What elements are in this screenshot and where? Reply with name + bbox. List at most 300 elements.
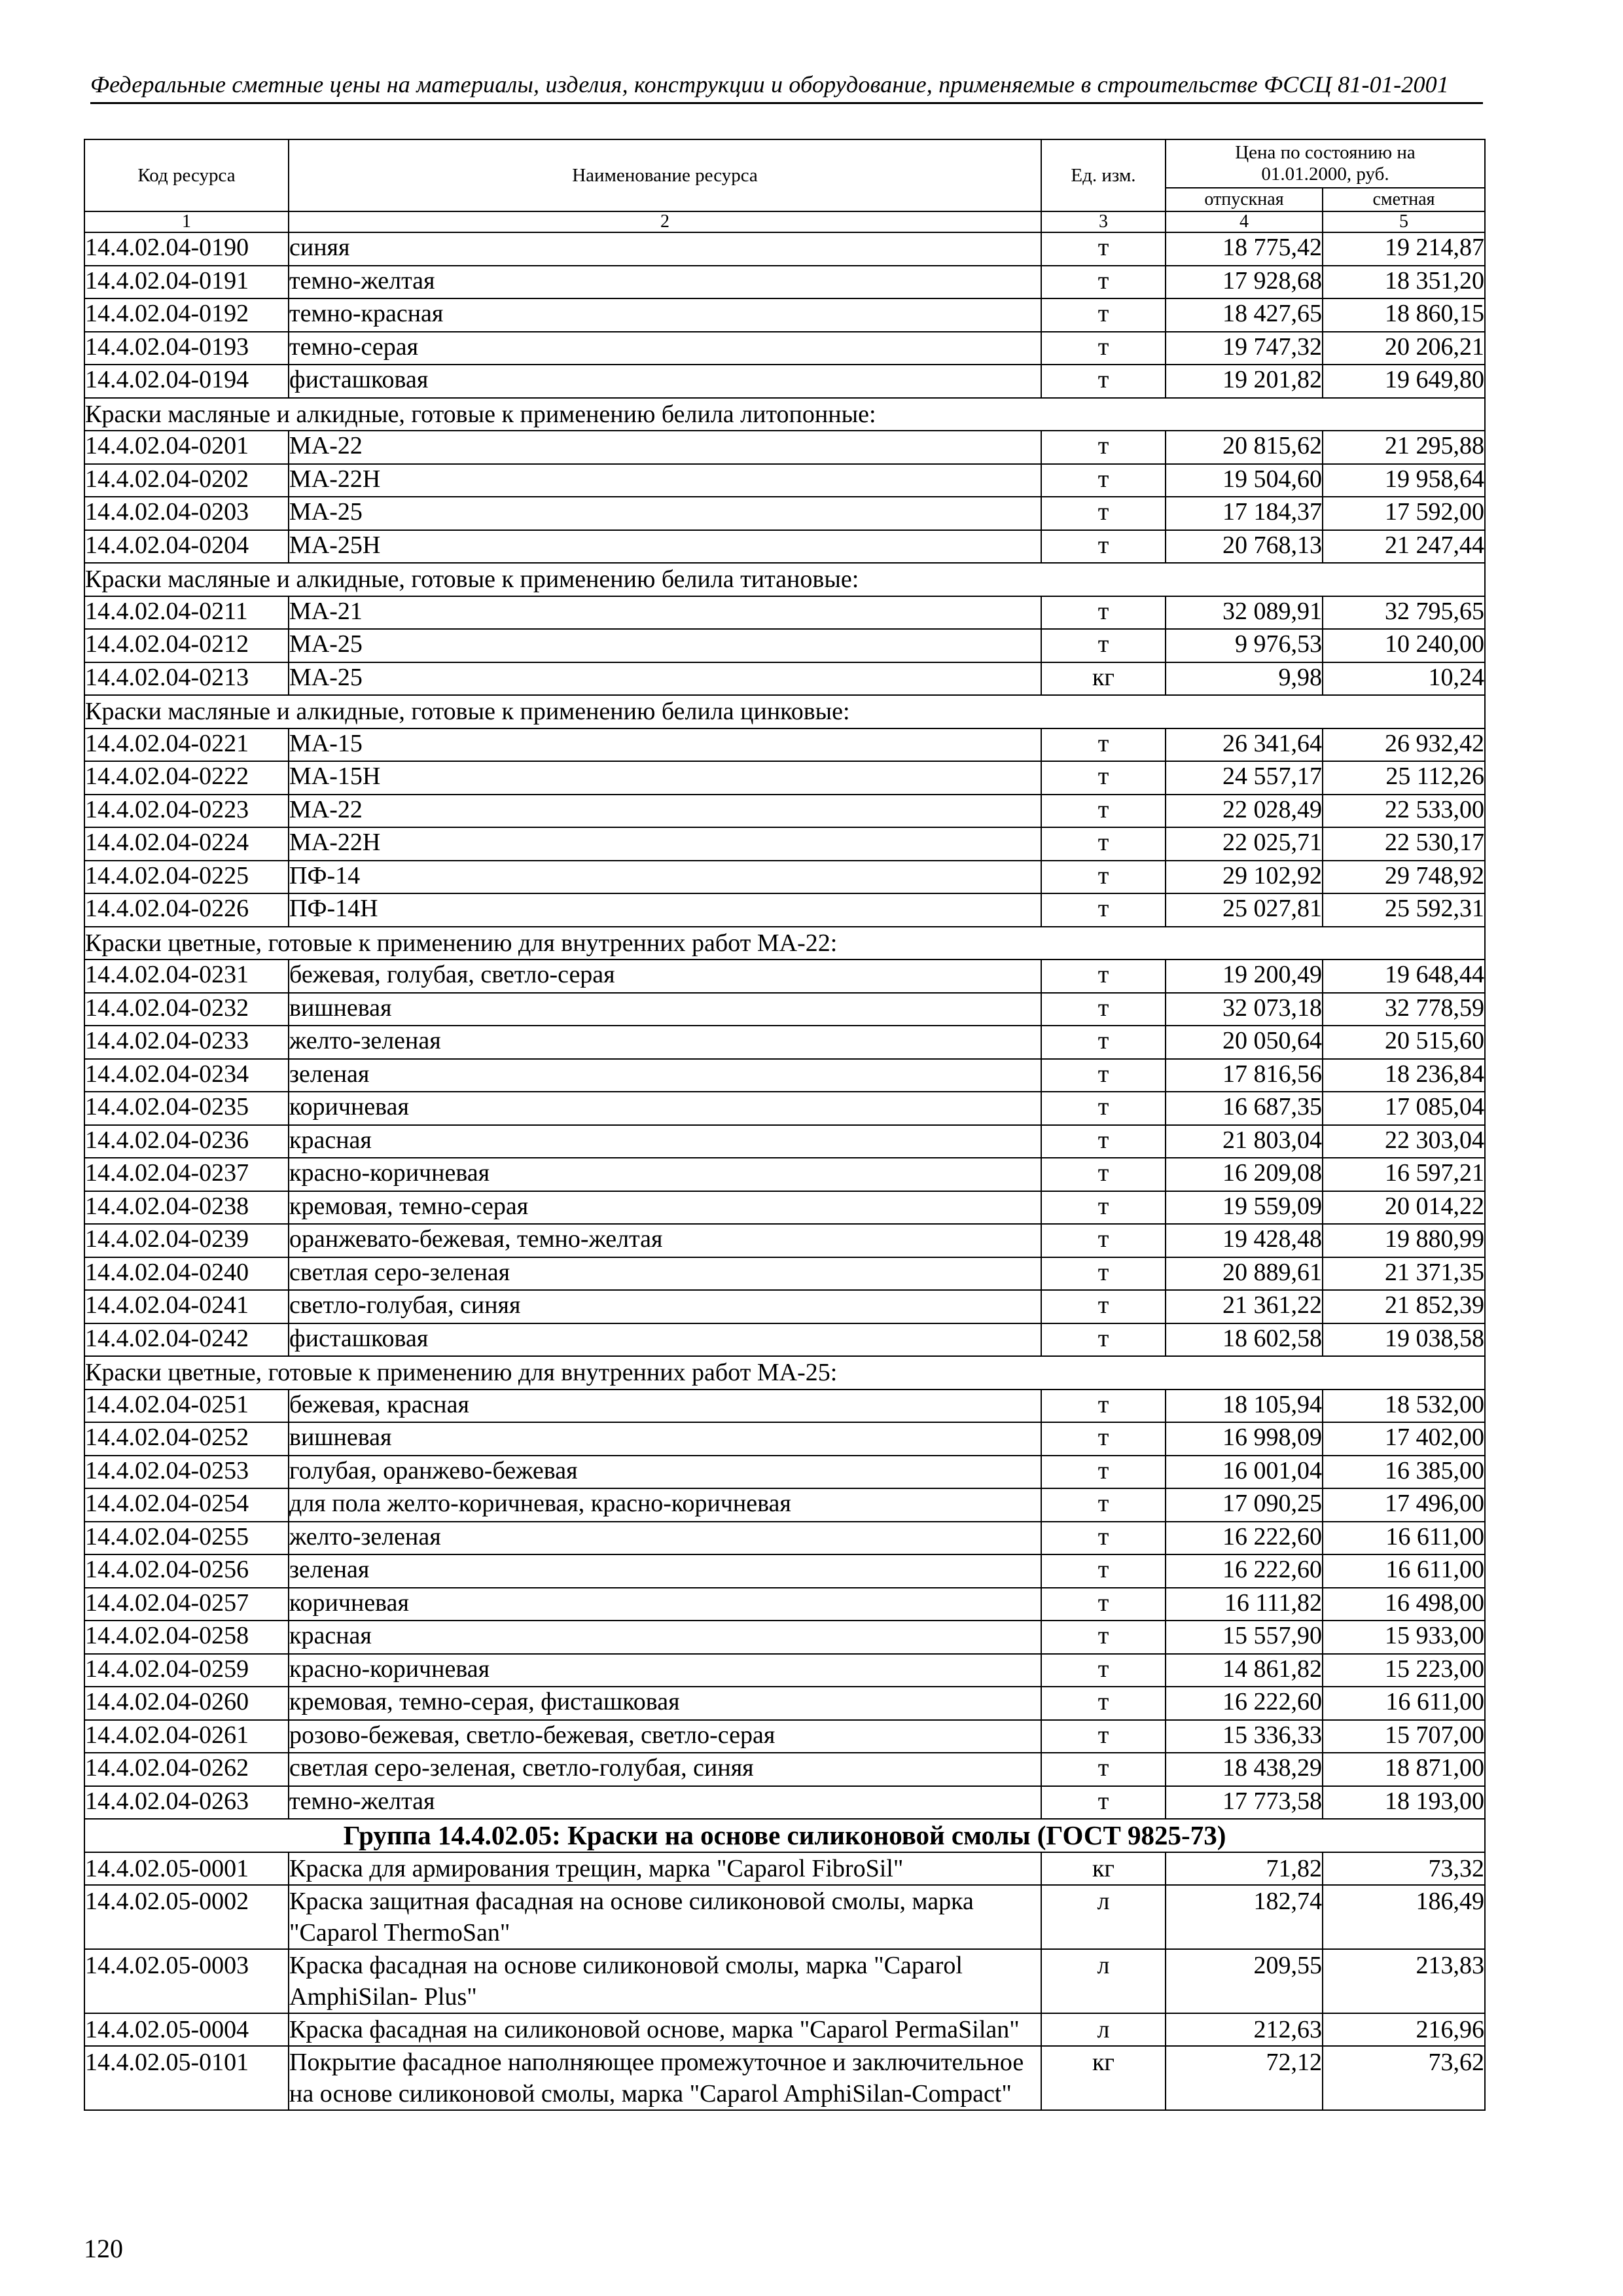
price-release: 17 773,58 (1166, 1786, 1323, 1820)
resource-name: МА-22 (289, 795, 1041, 828)
resource-code: 14.4.02.04-0212 (84, 629, 289, 662)
column-number: 4 (1166, 211, 1323, 232)
column-header-code: Код ресурса (84, 139, 289, 211)
resource-name: Краска фасадная на основе силиконовой смолы, марка "Caparol AmphiSilan- Plus" (289, 1949, 1041, 2013)
price-estimate: 20 206,21 (1323, 332, 1485, 365)
price-estimate: 32 795,65 (1323, 596, 1485, 630)
unit: т (1041, 1588, 1166, 1621)
unit: л (1041, 2013, 1166, 2046)
resource-name: кремовая, темно-серая, фисташковая (289, 1687, 1041, 1720)
price-estimate: 73,32 (1323, 1852, 1485, 1885)
column-number: 5 (1323, 211, 1485, 232)
table-row (84, 629, 1485, 662)
price-estimate: 16 611,00 (1323, 1687, 1485, 1720)
price-release: 16 222,60 (1166, 1522, 1323, 1555)
table-row (84, 1059, 1485, 1092)
unit: т (1041, 861, 1166, 894)
unit: т (1041, 728, 1166, 762)
price-estimate: 10 240,00 (1323, 629, 1485, 662)
table-row (84, 1654, 1485, 1687)
table-row (84, 1588, 1485, 1621)
price-release: 17 090,25 (1166, 1488, 1323, 1522)
price-release: 19 559,09 (1166, 1191, 1323, 1225)
table-row (84, 2013, 1485, 2046)
resource-code: 14.4.02.04-0221 (84, 728, 289, 762)
resource-code: 14.4.02.04-0194 (84, 365, 289, 398)
unit: т (1041, 232, 1166, 266)
table-row (84, 1191, 1485, 1225)
table-row (84, 1488, 1485, 1522)
price-release: 18 775,42 (1166, 232, 1323, 266)
price-estimate: 15 223,00 (1323, 1654, 1485, 1687)
resource-name: темно-желтая (289, 266, 1041, 299)
price-table (84, 139, 1486, 2111)
unit: т (1041, 1092, 1166, 1125)
table-row (84, 1753, 1485, 1786)
resource-code: 14.4.02.04-0234 (84, 1059, 289, 1092)
table-row (84, 795, 1485, 828)
unit: т (1041, 629, 1166, 662)
resource-code: 14.4.02.04-0201 (84, 431, 289, 464)
resource-name: зеленая (289, 1059, 1041, 1092)
unit: т (1041, 530, 1166, 564)
table-row (84, 1885, 1485, 1949)
column-header-price: Цена по состоянию на 01.01.2000, руб. (1166, 139, 1485, 188)
resource-code: 14.4.02.04-0253 (84, 1456, 289, 1489)
price-estimate: 10,24 (1323, 662, 1485, 696)
unit: т (1041, 1621, 1166, 1654)
resource-name: МА-25 (289, 629, 1041, 662)
resource-code: 14.4.02.04-0231 (84, 960, 289, 993)
resource-code: 14.4.02.05-0101 (84, 2046, 289, 2110)
unit: т (1041, 993, 1166, 1026)
price-estimate: 22 303,04 (1323, 1125, 1485, 1158)
unit: т (1041, 1554, 1166, 1588)
price-release: 20 768,13 (1166, 530, 1323, 564)
table-row (84, 1224, 1485, 1257)
table-row (84, 827, 1485, 861)
resource-code: 14.4.02.04-0223 (84, 795, 289, 828)
price-estimate: 18 860,15 (1323, 298, 1485, 332)
table-row (84, 1786, 1485, 1820)
column-number: 3 (1041, 211, 1166, 232)
table-row (84, 2046, 1485, 2110)
unit: т (1041, 1323, 1166, 1357)
resource-name: для пола желто-коричневая, красно-коричневая (289, 1488, 1041, 1522)
resource-code: 14.4.02.04-0236 (84, 1125, 289, 1158)
price-estimate: 15 933,00 (1323, 1621, 1485, 1654)
resource-code: 14.4.02.04-0235 (84, 1092, 289, 1125)
price-release: 17 816,56 (1166, 1059, 1323, 1092)
column-header-unit: Ед. изм. (1041, 139, 1166, 211)
price-release: 9,98 (1166, 662, 1323, 696)
resource-code: 14.4.02.04-0254 (84, 1488, 289, 1522)
table-row (84, 662, 1485, 696)
resource-name: Покрытие фасадное наполняющее промежуточное и заключительное на основе силиконовой смолы, марка "Caparol AmphiSilan-Compact" (289, 2046, 1041, 2110)
resource-name: МА-22Н (289, 827, 1041, 861)
price-estimate: 18 871,00 (1323, 1753, 1485, 1786)
price-release: 18 427,65 (1166, 298, 1323, 332)
table-row (84, 1422, 1485, 1456)
resource-code: 14.4.02.04-0190 (84, 232, 289, 266)
resource-code: 14.4.02.04-0191 (84, 266, 289, 299)
resource-code: 14.4.02.04-0251 (84, 1390, 289, 1423)
section-heading: Краски масляные и алкидные, готовые к применению белила цинковые: (84, 695, 1485, 728)
unit: т (1041, 1191, 1166, 1225)
price-estimate: 18 351,20 (1323, 266, 1485, 299)
table-row (84, 1390, 1485, 1423)
resource-code: 14.4.02.04-0224 (84, 827, 289, 861)
resource-name: темно-красная (289, 298, 1041, 332)
price-release: 19 504,60 (1166, 464, 1323, 497)
price-release: 21 803,04 (1166, 1125, 1323, 1158)
price-estimate: 21 247,44 (1323, 530, 1485, 564)
unit: кг (1041, 2046, 1166, 2110)
price-estimate: 22 530,17 (1323, 827, 1485, 861)
price-estimate: 17 402,00 (1323, 1422, 1485, 1456)
resource-name: МА-15 (289, 728, 1041, 762)
price-estimate: 18 236,84 (1323, 1059, 1485, 1092)
resource-code: 14.4.02.04-0255 (84, 1522, 289, 1555)
resource-code: 14.4.02.05-0002 (84, 1885, 289, 1949)
price-release: 14 861,82 (1166, 1654, 1323, 1687)
table-row (84, 232, 1485, 266)
unit: т (1041, 1786, 1166, 1820)
table-row (84, 431, 1485, 464)
price-release: 19 747,32 (1166, 332, 1323, 365)
table-row (84, 464, 1485, 497)
price-release: 22 025,71 (1166, 827, 1323, 861)
price-release: 19 201,82 (1166, 365, 1323, 398)
table-row (84, 266, 1485, 299)
unit: т (1041, 1488, 1166, 1522)
resource-name: темно-желтая (289, 1786, 1041, 1820)
price-estimate: 19 649,80 (1323, 365, 1485, 398)
price-release: 15 557,90 (1166, 1621, 1323, 1654)
page-header: Федеральные сметные цены на материалы, изделия, конструкции и оборудование, применяемые в строительстве ФССЦ 81-01-2001 (90, 71, 1483, 104)
price-release: 18 438,29 (1166, 1753, 1323, 1786)
resource-code: 14.4.02.04-0213 (84, 662, 289, 696)
table-row (84, 1687, 1485, 1720)
resource-name: МА-22 (289, 431, 1041, 464)
unit: т (1041, 464, 1166, 497)
table-row (84, 1522, 1485, 1555)
table-row (84, 1026, 1485, 1059)
resource-name: светлая серо-зеленая (289, 1257, 1041, 1291)
section-heading: Краски масляные и алкидные, готовые к применению белила титановые: (84, 563, 1485, 596)
unit: т (1041, 1224, 1166, 1257)
unit: т (1041, 1654, 1166, 1687)
resource-code: 14.4.02.04-0262 (84, 1753, 289, 1786)
unit: т (1041, 1422, 1166, 1456)
section-heading: Краски масляные и алкидные, готовые к применению белила литопонные: (84, 398, 1485, 431)
price-estimate: 29 748,92 (1323, 861, 1485, 894)
price-estimate: 16 597,21 (1323, 1158, 1485, 1191)
resource-name: красная (289, 1125, 1041, 1158)
resource-name: МА-25 (289, 497, 1041, 530)
table-row (84, 1949, 1485, 2013)
resource-name: Краска для армирования трещин, марка "Caparol FibroSil" (289, 1852, 1041, 1885)
resource-code: 14.4.02.04-0233 (84, 1026, 289, 1059)
resource-name: желто-зеленая (289, 1026, 1041, 1059)
resource-name: Краска защитная фасадная на основе силиконовой смолы, марка "Caparol ThermoSan" (289, 1885, 1041, 1949)
price-release: 16 998,09 (1166, 1422, 1323, 1456)
resource-code: 14.4.02.04-0192 (84, 298, 289, 332)
resource-code: 14.4.02.04-0232 (84, 993, 289, 1026)
table-row (84, 1323, 1485, 1357)
resource-code: 14.4.02.04-0256 (84, 1554, 289, 1588)
price-estimate: 16 611,00 (1323, 1522, 1485, 1555)
table-row (84, 993, 1485, 1026)
table-row (84, 761, 1485, 795)
price-estimate: 73,62 (1323, 2046, 1485, 2110)
section-heading-row (84, 1356, 1485, 1390)
resource-name: желто-зеленая (289, 1522, 1041, 1555)
price-release: 209,55 (1166, 1949, 1323, 2013)
resource-code: 14.4.02.04-0242 (84, 1323, 289, 1357)
resource-code: 14.4.02.04-0237 (84, 1158, 289, 1191)
price-estimate: 20 515,60 (1323, 1026, 1485, 1059)
price-release: 72,12 (1166, 2046, 1323, 2110)
section-heading-row (84, 398, 1485, 431)
price-release: 71,82 (1166, 1852, 1323, 1885)
column-numbers-row (84, 211, 1485, 232)
table-row (84, 960, 1485, 993)
unit: т (1041, 1158, 1166, 1191)
price-release: 16 209,08 (1166, 1158, 1323, 1191)
price-release: 24 557,17 (1166, 761, 1323, 795)
unit: т (1041, 960, 1166, 993)
resource-code: 14.4.02.04-0252 (84, 1422, 289, 1456)
group-heading: Группа 14.4.02.05: Краски на основе силиконовой смолы (ГОСТ 9825-73) (84, 1819, 1485, 1852)
unit: л (1041, 1885, 1166, 1949)
resource-code: 14.4.02.05-0001 (84, 1852, 289, 1885)
resource-code: 14.4.02.04-0225 (84, 861, 289, 894)
price-estimate: 17 496,00 (1323, 1488, 1485, 1522)
resource-name: Краска фасадная на силиконовой основе, марка "Caparol PermaSilan" (289, 2013, 1041, 2046)
resource-name: вишневая (289, 1422, 1041, 1456)
price-estimate: 186,49 (1323, 1885, 1485, 1949)
price-release: 26 341,64 (1166, 728, 1323, 762)
resource-name: красно-коричневая (289, 1654, 1041, 1687)
unit: кг (1041, 662, 1166, 696)
price-release: 20 050,64 (1166, 1026, 1323, 1059)
price-release: 182,74 (1166, 1885, 1323, 1949)
price-release: 16 001,04 (1166, 1456, 1323, 1489)
unit: т (1041, 1720, 1166, 1753)
unit: т (1041, 596, 1166, 630)
price-estimate: 213,83 (1323, 1949, 1485, 2013)
price-release: 20 889,61 (1166, 1257, 1323, 1291)
price-release: 17 184,37 (1166, 497, 1323, 530)
resource-name: красно-коричневая (289, 1158, 1041, 1191)
resource-code: 14.4.02.04-0263 (84, 1786, 289, 1820)
section-heading: Краски цветные, готовые к применению для внутренних работ МА-22: (84, 927, 1485, 960)
unit: т (1041, 365, 1166, 398)
section-heading-row (84, 563, 1485, 596)
price-release: 29 102,92 (1166, 861, 1323, 894)
resource-name: светло-голубая, синяя (289, 1290, 1041, 1323)
price-estimate: 19 214,87 (1323, 232, 1485, 266)
unit: т (1041, 266, 1166, 299)
price-release: 16 687,35 (1166, 1092, 1323, 1125)
section-heading: Краски цветные, готовые к применению для внутренних работ МА-25: (84, 1356, 1485, 1390)
resource-code: 14.4.02.04-0226 (84, 893, 289, 927)
price-estimate: 17 085,04 (1323, 1092, 1485, 1125)
resource-code: 14.4.02.04-0260 (84, 1687, 289, 1720)
resource-code: 14.4.02.04-0239 (84, 1224, 289, 1257)
table-row (84, 1125, 1485, 1158)
resource-name: синяя (289, 232, 1041, 266)
unit: т (1041, 298, 1166, 332)
section-heading-row (84, 695, 1485, 728)
resource-name: ПФ-14Н (289, 893, 1041, 927)
price-release: 212,63 (1166, 2013, 1323, 2046)
unit: т (1041, 1290, 1166, 1323)
resource-name: кремовая, темно-серая (289, 1191, 1041, 1225)
unit: т (1041, 795, 1166, 828)
resource-code: 14.4.02.04-0257 (84, 1588, 289, 1621)
resource-name: бежевая, красная (289, 1390, 1041, 1423)
table-row (84, 596, 1485, 630)
group-heading-row (84, 1819, 1485, 1852)
price-estimate: 25 112,26 (1323, 761, 1485, 795)
unit: т (1041, 1456, 1166, 1489)
price-estimate: 16 385,00 (1323, 1456, 1485, 1489)
price-release: 32 073,18 (1166, 993, 1323, 1026)
table-row (84, 1456, 1485, 1489)
column-header-price-estimate: сметная (1323, 188, 1485, 211)
table-row (84, 1621, 1485, 1654)
price-release: 15 336,33 (1166, 1720, 1323, 1753)
column-header-price-release: отпускная (1166, 188, 1323, 211)
price-estimate: 16 498,00 (1323, 1588, 1485, 1621)
resource-name: МА-21 (289, 596, 1041, 630)
price-estimate: 26 932,42 (1323, 728, 1485, 762)
price-estimate: 18 532,00 (1323, 1390, 1485, 1423)
resource-name: МА-25Н (289, 530, 1041, 564)
unit: т (1041, 1026, 1166, 1059)
price-release: 19 200,49 (1166, 960, 1323, 993)
page-number: 120 (84, 2234, 123, 2263)
resource-code: 14.4.02.04-0261 (84, 1720, 289, 1753)
price-release: 9 976,53 (1166, 629, 1323, 662)
resource-name: розово-бежевая, светло-бежевая, светло-серая (289, 1720, 1041, 1753)
unit: т (1041, 1522, 1166, 1555)
resource-code: 14.4.02.04-0203 (84, 497, 289, 530)
unit: л (1041, 1949, 1166, 2013)
unit: т (1041, 1753, 1166, 1786)
resource-name: вишневая (289, 993, 1041, 1026)
table-row (84, 365, 1485, 398)
resource-name: ПФ-14 (289, 861, 1041, 894)
section-heading-row (84, 927, 1485, 960)
table-body (84, 232, 1485, 2110)
price-estimate: 18 193,00 (1323, 1786, 1485, 1820)
price-release: 25 027,81 (1166, 893, 1323, 927)
unit: т (1041, 431, 1166, 464)
column-number: 1 (84, 211, 289, 232)
price-release: 17 928,68 (1166, 266, 1323, 299)
price-estimate: 19 880,99 (1323, 1224, 1485, 1257)
price-release: 16 222,60 (1166, 1687, 1323, 1720)
resource-name: зеленая (289, 1554, 1041, 1588)
resource-code: 14.4.02.04-0193 (84, 332, 289, 365)
price-estimate: 19 038,58 (1323, 1323, 1485, 1357)
price-estimate: 16 611,00 (1323, 1554, 1485, 1588)
table-row (84, 1257, 1485, 1291)
resource-name: фисташковая (289, 365, 1041, 398)
resource-name: бежевая, голубая, светло-серая (289, 960, 1041, 993)
unit: т (1041, 1390, 1166, 1423)
price-release: 21 361,22 (1166, 1290, 1323, 1323)
resource-name: темно-серая (289, 332, 1041, 365)
table-row (84, 298, 1485, 332)
price-estimate: 21 295,88 (1323, 431, 1485, 464)
price-release: 22 028,49 (1166, 795, 1323, 828)
table-row (84, 497, 1485, 530)
table-row (84, 1158, 1485, 1191)
resource-name: МА-22Н (289, 464, 1041, 497)
resource-name: оранжевато-бежевая, темно-желтая (289, 1224, 1041, 1257)
unit: т (1041, 332, 1166, 365)
column-number: 2 (289, 211, 1041, 232)
price-release: 32 089,91 (1166, 596, 1323, 630)
price-release: 18 602,58 (1166, 1323, 1323, 1357)
table-row (84, 728, 1485, 762)
table-row (84, 861, 1485, 894)
resource-code: 14.4.02.04-0240 (84, 1257, 289, 1291)
resource-name: фисташковая (289, 1323, 1041, 1357)
resource-code: 14.4.02.05-0003 (84, 1949, 289, 2013)
price-estimate: 15 707,00 (1323, 1720, 1485, 1753)
price-estimate: 32 778,59 (1323, 993, 1485, 1026)
resource-name: МА-15Н (289, 761, 1041, 795)
table-row (84, 530, 1485, 564)
price-estimate: 17 592,00 (1323, 497, 1485, 530)
resource-name: светлая серо-зеленая, светло-голубая, синяя (289, 1753, 1041, 1786)
resource-name: коричневая (289, 1092, 1041, 1125)
unit: кг (1041, 1852, 1166, 1885)
resource-code: 14.4.02.04-0241 (84, 1290, 289, 1323)
price-estimate: 25 592,31 (1323, 893, 1485, 927)
unit: т (1041, 1687, 1166, 1720)
table-row (84, 1720, 1485, 1753)
resource-code: 14.4.02.04-0222 (84, 761, 289, 795)
table-row (84, 1290, 1485, 1323)
resource-code: 14.4.02.04-0202 (84, 464, 289, 497)
price-estimate: 20 014,22 (1323, 1191, 1485, 1225)
table-row (84, 893, 1485, 927)
unit: т (1041, 497, 1166, 530)
table-row (84, 332, 1485, 365)
resource-name: красная (289, 1621, 1041, 1654)
price-estimate: 21 852,39 (1323, 1290, 1485, 1323)
column-header-name: Наименование ресурса (289, 139, 1041, 211)
table-row (84, 1092, 1485, 1125)
price-estimate: 19 958,64 (1323, 464, 1485, 497)
resource-name: голубая, оранжево-бежевая (289, 1456, 1041, 1489)
price-estimate: 19 648,44 (1323, 960, 1485, 993)
table-row (84, 1852, 1485, 1885)
unit: т (1041, 893, 1166, 927)
resource-name: коричневая (289, 1588, 1041, 1621)
resource-code: 14.4.02.04-0259 (84, 1654, 289, 1687)
resource-name: МА-25 (289, 662, 1041, 696)
unit: т (1041, 827, 1166, 861)
unit: т (1041, 1257, 1166, 1291)
unit: т (1041, 1059, 1166, 1092)
